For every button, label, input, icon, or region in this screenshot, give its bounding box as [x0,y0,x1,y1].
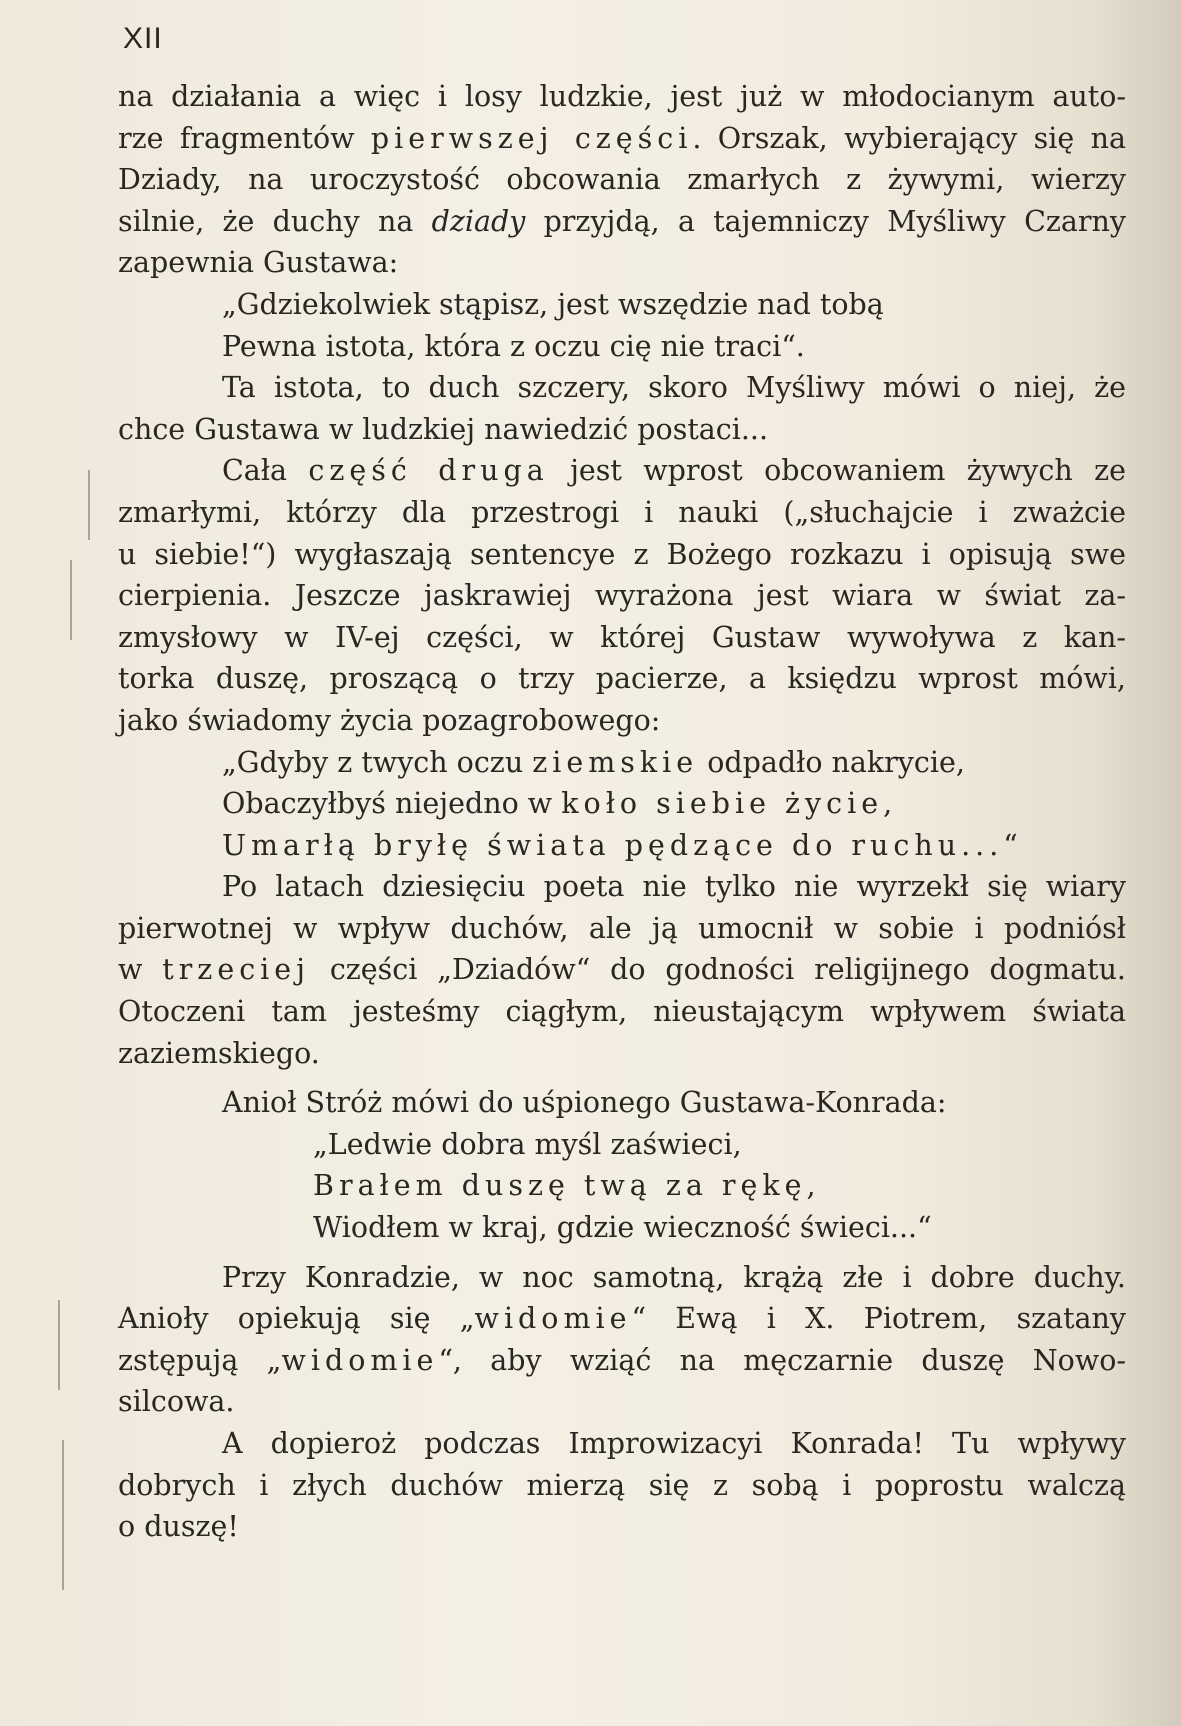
spaced-emphasis: Brałem duszę twą za rękę [313,1169,807,1203]
text-run: cierpienia. Jeszcze jaskrawiej wyrażona jest wiara w świat za- [118,579,1126,613]
spaced-emphasis: pierwszej części [370,121,693,155]
text-run: , [806,1169,816,1203]
text-run: A dopieroż podczas Improwizacyi Konrada! Tu wpływy [222,1427,1126,1460]
text-run: Anioły opiekują się „ [118,1302,475,1336]
body-text [118,76,1126,1548]
text-line [118,1423,1126,1465]
text-run: Po latach dziesięciu poeta nie tylko nie wyrzekł się wiary [222,870,1126,904]
spaced-emphasis: trzeciej [162,953,310,987]
spaced-emphasis: część druga [308,454,549,488]
text-run: torka duszę, proszącą o trzy pacierze, a księdzu wprost mówi, [118,662,1126,696]
text-line [118,575,1126,617]
margin-pencil-mark [70,560,72,640]
text-line [118,492,1126,534]
spaced-emphasis: koło siebie życie [561,787,884,821]
text-run: Ta istota, to duch szczery, skoro Myśliwy mówi o niej, że [222,371,1126,405]
text-line [118,617,1126,659]
text-line [118,450,1126,492]
text-line [118,76,1126,118]
text-line [118,742,1126,784]
text-run: zstępują „ [118,1343,282,1377]
text-line [118,949,1126,991]
text-run: Obaczyłbyś niejedno w [222,787,562,821]
text-run: o duszę! [118,1510,239,1544]
text-line [118,326,1126,368]
text-run: jest wprost obcowaniem żywych ze [548,454,1126,488]
text-run: silnie, że duchy na [118,204,432,238]
text-line [118,1033,1126,1075]
text-line [118,658,1126,700]
spaced-emphasis: widomie [474,1302,632,1336]
text-run: jako świadomy życia pozagrobowego: [118,703,661,737]
text-run: „Gdyby z twych oczu [222,745,533,779]
text-run: Pewna istota, która z oczu cię nie traci“. [222,329,805,363]
text-run: „Gdziekolwiek stąpisz, jest wszędzie nad tobą [222,287,884,321]
text-line [118,159,1126,201]
text-run: zmysłowy w IV-ej części, w której Gustaw wywoływa z kan- [118,620,1126,654]
text-run: , [883,787,893,821]
text-line [118,1340,1126,1382]
text-line [118,783,1126,825]
text-run: . Orszak, wybierający się na [692,121,1126,155]
text-run: chce Gustawa w ludzkiej nawiedzić postaci... [118,412,769,446]
text-line [118,1165,1126,1207]
text-line [118,700,1126,742]
text-run: Anioł Stróż mówi do uśpionego Gustawa-Konrada: [222,1086,947,1120]
margin-pencil-mark [88,470,90,540]
text-line [118,1381,1126,1423]
text-run: Otoczeni tam jesteśmy ciągłym, nieustającym wpływem świata [118,995,1126,1029]
text-line [118,1465,1126,1507]
text-run: pierwotnej w wpływ duchów, ale ją umocnił w sobie i podniósł [118,911,1126,945]
text-run: u siebie!“) wygłaszają sentencye z Bożego rozkazu i opisują swe [118,537,1126,571]
text-run: na działania a więc i losy ludzkie, jest już w młodocianym auto- [118,80,1126,113]
margin-pencil-mark [62,1440,64,1590]
text-run: Wiodłem w kraj, gdzie wieczność świeci...“ [313,1211,932,1245]
text-line [118,409,1126,451]
text-line [118,201,1126,243]
text-run: zmarłymi, którzy dla przestrogi i nauki („słuchajcie i zważcie [118,495,1126,529]
text-run: Cała [222,454,309,488]
text-run: odpadło nakrycie, [698,745,965,779]
text-run: “, aby wziąć na męczarnie duszę Nowo- [438,1343,1126,1377]
text-line [118,534,1126,576]
page-number: XII [123,22,163,55]
text-line [118,1298,1126,1340]
italic-emphasis: dziady [431,204,526,238]
text-line [118,1506,1126,1548]
text-run: „Ledwie dobra myśl zaświeci, [313,1127,742,1161]
text-run: Przy Konradzie, w noc samotną, krążą złe i dobre duchy. [222,1260,1126,1294]
text-run: zapewnia Gustawa: [118,246,399,280]
text-line [118,1207,1126,1249]
text-run: “ Ewą i X. Piotrem, szatany [631,1302,1126,1336]
text-line [118,908,1126,950]
text-run: dobrych i złych duchów mierzą się z sobą i poprostu walczą [118,1468,1126,1502]
text-run: części „Dziadów“ do godności religijnego dogmatu. [309,953,1126,987]
line-gap [118,1249,1126,1257]
text-line [118,866,1126,908]
text-line [118,118,1126,160]
spaced-emphasis: Umarłą bryłę świata pędzące do ruchu...“ [222,828,1023,862]
text-line [118,284,1126,326]
text-line [118,825,1126,867]
text-line [118,367,1126,409]
text-run: rze fragmentów [118,121,371,155]
text-line [118,991,1126,1033]
text-run: zaziemskiego. [118,1036,320,1070]
text-run: silcowa. [118,1385,235,1419]
text-line [118,242,1126,284]
spaced-emphasis: ziemskie [532,745,699,779]
text-run: przyjdą, a tajemniczy Myśliwy Czarny [525,204,1126,238]
spaced-emphasis: widomie [281,1343,439,1377]
margin-pencil-mark [58,1300,60,1390]
text-line [118,1082,1126,1124]
text-run: Dziady, na uroczystość obcowania zmarłych z żywymi, wierzy [118,163,1126,197]
text-line [118,1124,1126,1166]
line-gap [118,1074,1126,1082]
text-line [118,1257,1126,1299]
text-run: w [118,953,163,987]
